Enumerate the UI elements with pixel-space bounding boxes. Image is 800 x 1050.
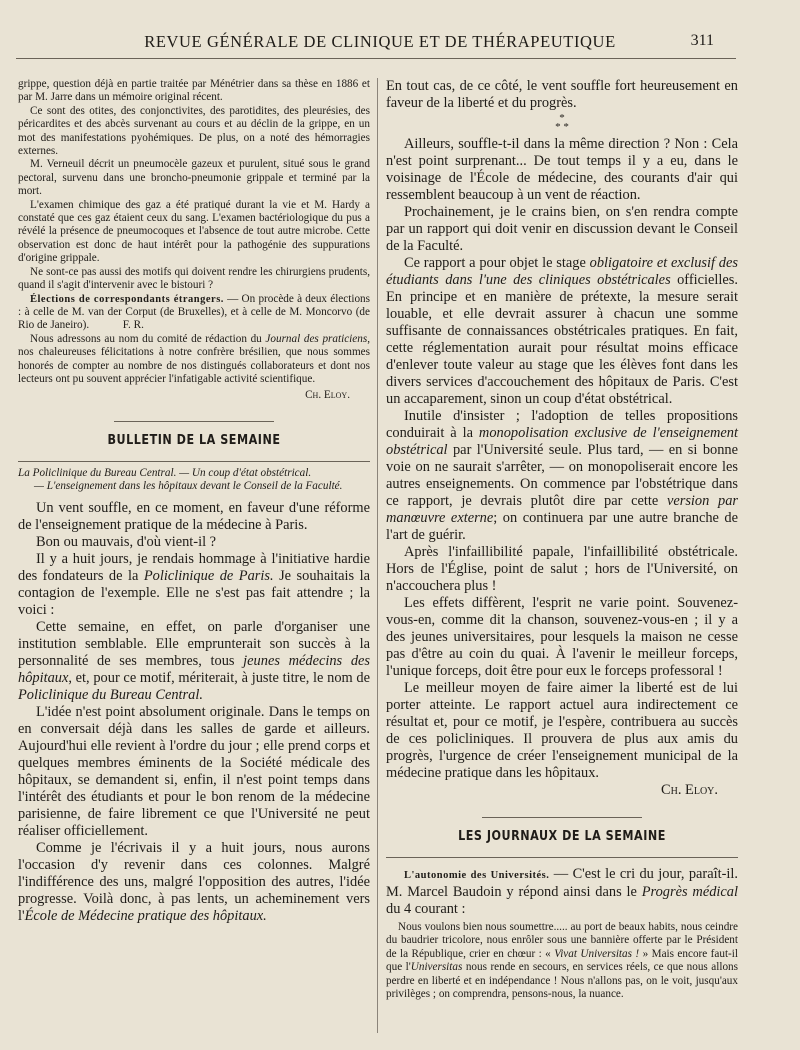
paragraph [18,840,370,925]
text-run: nous rende en secours, en services réels, ce que nous allons perdre en liberté et en indépendance ! Nous n'allons pas, on le voit, jusqu'aux privilèges ; on comprendra, pensons-nous, la nuance. [386,961,738,1001]
journaux-body [386,866,738,918]
text-run: Inutile d'insister ; l'adoption de telles propositions conduirait à la [386,408,738,441]
text-run: Je souhaitais la contagion de l'exemple. Elle ne s'est pas fait attendre ; la voici : [18,567,370,618]
paragraph: L'idée n'est point absolument originale. Dans le temps on en conversait déjà dans les salles de garde et ailleurs. Aujourd'hui elle revient à l'ordre du jour ; elle prend corps et quelques membres éminents de la Société médicale des hôpitaux, se demandent si, enfin, il n'est point temps dans l'intérêt des étudiants et pour le bon renom de la médecine parisienne, de faire librement ce que l'Université ne peut réaliser officiellement. [18,703,370,839]
text-run: Nous adressons au nom du comité de rédaction du [30,332,266,345]
paragraph [18,619,370,704]
congratulations-paragraph [18,333,370,387]
item-title: L'autonomie des Universités. [404,870,550,881]
emphasis: Vivat Universitas ! [554,947,640,960]
paragraph: Prochainement, je le crains bien, on s'en rendra compte par un rapport qui doit venir en discussion devant le Conseil de la Faculté. [386,204,738,254]
emphasis: jeunes médecins des hôpitaux [18,652,370,686]
text-run: Comme je l'écrivais il y a huit jours, nous aurons l'occasion d'y revenir dans ces colonnes. Malgré l'indifférence des uns, malgré l'opposition des autres, l'idée progresse. Voilà donc, à pas lents, un acheminement vers l' [18,839,370,924]
signature: Ch. Eloy. [305,389,350,402]
summary-line: La Policlinique du Bureau Central. — Un coup d'état obstétrical. [18,466,312,479]
text-run: officielles. En principe et en manière de prétexte, la mesure serait louable, et elle devrait assurer à chacun une somme suffisante de connaissances obstétricales pratiques. En fait, cette réglementation aurait pour résultat moins efficace d'enlever toute valeur au stage que les élèves font dans les divers services d'accouchement des hôpitaux de Paris. C'est un accaparement, sinon un coup d'état obstétrical. [386,272,738,407]
journaux-heading: LES JOURNAUX DE LA SEMAINE [458,829,666,844]
paragraph [386,255,738,408]
paragraph: Les effets diffèrent, l'esprit ne varie point. Souvenez-vous-en, comme dit la chanson, souvenez-vous-en ; il y a des jeunes universitaires, pour lesquels la maison ne cesse pas d'être au coin du quai. À l'avenir le meilleur forceps, l'unique forceps, doit être pour eux le forceps professoral ! [386,595,738,679]
asterism-bottom: * * [555,121,569,133]
text-run: — C'est le cri du jour, paraît-il. M. Marcel Baudoin y répond ainsi dans le [386,866,738,900]
text-run: » Mais encore faut-il que l' [386,947,739,974]
text-run: , et, pour ce motif, mériterait, à juste titre, le nom de [68,669,370,686]
section-rule [18,461,370,462]
elections-signature: F. R. [122,319,144,332]
left-column [18,78,370,925]
emphasis: Universitas [410,961,463,974]
summary-line: — L'enseignement dans les hôpitaux devant le Conseil de la Faculté. [34,480,343,493]
column-divider [377,78,378,1033]
paragraph: Après l'infaillibilité papale, l'infaillibilité obstétricale. Hors de l'Église, point de salut ; hors de l'Université, on n'accouchera plus ! [386,544,738,594]
emphasis: version par manœuvre externe [386,493,739,526]
paragraph: Le meilleur moyen de faire aimer la liberté est de lui porter atteinte. Le rapport actuel aura indirectement ce résultat et, pour ce motif, je l'espère, contribuera au succès de ces policliniques. Il prouvera de plus aux amis du progrès, l'urgence de créer l'enseignement municipal de la médecine pratique dans les hôpitaux. [386,680,738,781]
paragraph [386,408,738,544]
asterism-divider [386,112,738,136]
emphasis: École de Médecine pratique des hôpitaux. [24,907,267,924]
bulletin-continuation [386,78,738,799]
paragraph [386,866,738,918]
bulletin-heading: BULLETIN DE LA SEMAINE [107,432,281,448]
text-run: par l'Université seule. Plus tard, — en si bonne voie on ne saurait s'arrêter, — on monopoliserait encore les autres enseignements. On commence par l'obstétrique dans ce rapport, je devrais plutôt dire par cette [386,442,738,509]
emphasis: monopolisation exclusive de l'enseignement obstétrical [386,425,738,458]
paragraph: Un vent souffle, en ce moment, en faveur d'une réforme de l'enseignement pratique de la médecine à Paris. [18,499,370,533]
paragraph: Bon ou mauvais, d'où vient-il ? [36,533,217,550]
text-run: Cette semaine, en effet, on parle d'organiser une institution semblable. Elle emprunterait son succès à la personnalité de ses membres, tous [18,618,370,669]
elections-text: — On procède à deux élections : à celle de M. van der Corput (de Bruxelles), et à celle de M. Moncorvo (de Rio de Janeiro). [18,292,370,332]
text-run: Nous voulons bien nous soumettre..... au port de beaux habits, nous ceindre du baudrier tricolore, nous enrôler sous une bannière offerte par le Président de la République, crier en chœur : « [386,921,738,960]
bulletin-summary [18,467,370,494]
text-run: Ce rapport a pour objet le stage [404,255,590,271]
elections-paragraph [18,293,370,333]
elections-title: Élections de correspondants étrangers. [30,293,224,305]
section-rule [386,857,738,858]
right-column [386,78,738,1001]
paragraph: En tout cas, de ce côté, le vent souffle fort heureusement en faveur de la liberté et du progrès. [386,78,738,111]
section-rule [114,421,274,422]
running-head [0,32,800,54]
paragraph [386,921,738,1001]
section-rule [482,817,642,818]
paragraph: L'examen chimique des gaz a été pratiqué durant la vie et M. Hardy a constaté que ces gaz étaient ceux du sang. L'examen bactériologique du pus a révélé la présence de pneumocoques et l'absence de tout autre microbe. Cette observation est donc de haut intérêt pour la pathogénie des suppurations d'origine grippale. [18,198,370,265]
journal-name: Journal des praticiens [265,332,368,345]
page-number: 311 [690,32,714,49]
asterism-top: * [559,112,565,124]
quotation [386,921,738,1001]
text-run: ; on continuera par une autre branche de l'art de guérir. [386,510,739,543]
paragraph: Ailleurs, souffle-t-il dans la même direction ? Non : Cela n'est point surprenant... De tout temps il y a eu, dans le voisinage de l'École de médecine, des courants d'air qui ressemblent beaucoup à un vent de réaction. [386,136,738,203]
paragraph [18,551,370,619]
paragraph: Ce sont des otites, des conjonctivites, des parotidites, des pleurésies, des péricardites et des abcès survenant au cours et au déclin de la grippe, en un mot des manifestations pyohémiques. De plus, on a noté des hémorragies externes. [18,104,370,158]
text-run: Il y a huit jours, je rendais hommage à l'initiative hardie des fondateurs de la [18,550,370,584]
bulletin-body [18,500,370,925]
paragraph: M. Verneuil décrit un pneumocèle gazeux et purulent, situé sous le grand pectoral, survenu dans une broncho-pneumonie grippale et terminé par la mort. [18,158,370,198]
text-run: , nos chaleureuses félicitations à notre confrère brésilien, que nous sommes honorés de compter au nombre de nos distingués collaborateurs et dont nos lecteurs ont pu souvent apprécier l'infatigable activité scientifique. [18,332,370,385]
header-rule [16,58,736,59]
signature: Ch. Eloy. [661,782,718,798]
journal-name: Progrès médical [641,884,738,900]
emphasis: Policlinique du Bureau Central. [18,686,203,703]
text-run: du 4 courant : [386,901,466,917]
emphasis: Policlinique de Paris. [143,567,274,584]
paragraph: grippe, question déjà en partie traitée par Ménétrier dans sa thèse en 1886 et par M. Jarre dans un mémoire original récent. [18,78,370,104]
emphasis: obligatoire et exclusif des étudiants dans l'une des cliniques obstétricales [386,255,738,288]
paragraph: Ne sont-ce pas aussi des motifs qui doivent rendre les chirurgiens prudents, quand il s'agit d'intervenir avec le bistouri ? [18,265,370,292]
journal-title: REVUE GÉNÉRALE DE CLINIQUE ET DE THÉRAPEUTIQUE [144,32,616,51]
academy-report [18,78,370,403]
